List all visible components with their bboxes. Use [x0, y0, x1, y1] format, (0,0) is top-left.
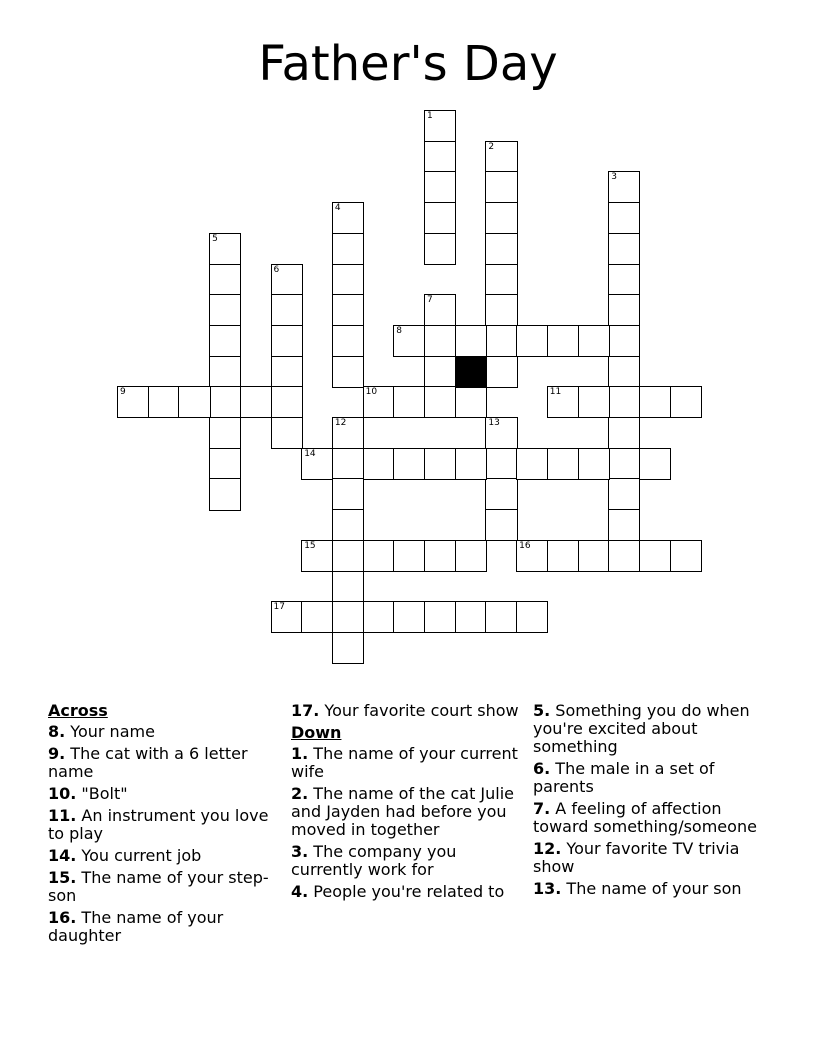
clue-text: The company you currently work for: [291, 842, 457, 879]
grid-cell[interactable]: [209, 448, 241, 480]
cell-number: 5: [212, 233, 218, 244]
clue-number: 1.: [291, 744, 309, 763]
grid-cell[interactable]: [209, 386, 241, 418]
grid-cell[interactable]: [332, 325, 364, 357]
grid-cell[interactable]: [301, 448, 333, 480]
grid-cell[interactable]: [547, 540, 579, 572]
grid-cell[interactable]: [485, 509, 517, 541]
grid-cell[interactable]: [485, 294, 517, 326]
clue-number: 14.: [48, 846, 77, 865]
grid-cell[interactable]: [209, 233, 241, 265]
grid-cell[interactable]: [332, 478, 364, 510]
grid-cell[interactable]: [485, 417, 517, 449]
down-clue-7: [533, 800, 763, 836]
grid-cell[interactable]: [301, 601, 333, 633]
grid-cell[interactable]: [332, 264, 364, 296]
clue-text: Your favorite court show: [319, 701, 519, 720]
grid-cell[interactable]: [485, 448, 517, 480]
grid-cell[interactable]: [578, 448, 610, 480]
grid-cell[interactable]: [485, 264, 517, 296]
grid-cell[interactable]: [271, 386, 303, 418]
grid-cell[interactable]: [363, 448, 395, 480]
grid-cell[interactable]: [547, 448, 579, 480]
grid-cell[interactable]: [209, 478, 241, 510]
grid-cell[interactable]: [117, 386, 149, 418]
cell-number: 1: [427, 111, 433, 121]
puzzle-title: Father's Day: [258, 36, 558, 92]
grid-cell[interactable]: [455, 601, 487, 633]
grid-cell[interactable]: [608, 202, 640, 234]
across-clue-17: [291, 702, 521, 720]
grid-cell[interactable]: [639, 386, 671, 418]
grid-cell[interactable]: [516, 601, 548, 633]
clue-text: The male in a set of parents: [533, 759, 715, 796]
grid-cell[interactable]: [393, 540, 425, 572]
clue-text: People you're related to: [308, 882, 505, 901]
across-clue-15: [48, 869, 278, 905]
grid-cell[interactable]: [271, 356, 303, 388]
cell-number: 6: [273, 264, 280, 275]
cell-number: 2: [488, 141, 495, 152]
grid-cell[interactable]: [639, 540, 671, 572]
clue-number: 7.: [533, 799, 551, 818]
cell-number: 10: [365, 387, 378, 398]
grid-cell[interactable]: [209, 264, 241, 296]
cell-number: 8: [396, 325, 403, 336]
grid-cell[interactable]: [455, 540, 487, 572]
clues-column-2: [291, 702, 521, 905]
grid-cell[interactable]: [363, 601, 395, 633]
grid-cell[interactable]: [608, 233, 640, 265]
grid-cell[interactable]: [547, 325, 579, 357]
clue-number: 9.: [48, 744, 66, 763]
cell-number: 17: [273, 602, 285, 613]
grid-cell[interactable]: [271, 294, 303, 326]
clue-number: 13.: [533, 879, 562, 898]
grid-cell[interactable]: [393, 601, 425, 633]
grid-cell[interactable]: [424, 540, 456, 572]
down-clue-13: [533, 880, 763, 898]
grid-cell[interactable]: [178, 386, 210, 418]
grid-cell[interactable]: [332, 202, 364, 234]
across-clue-9: [48, 745, 278, 781]
black-cell: [455, 356, 487, 388]
grid-cell[interactable]: [485, 233, 517, 265]
clue-text: "Bolt": [76, 784, 128, 803]
grid-cell[interactable]: [608, 386, 640, 418]
across-clue-16: [48, 909, 278, 945]
grid-cell[interactable]: [455, 386, 487, 418]
grid-cell[interactable]: [455, 325, 487, 357]
down-clue-6: [533, 760, 763, 796]
cell-number: 12: [334, 418, 347, 428]
clue-text: The name of the cat Julie and Jayden had before you moved in together: [291, 784, 515, 839]
clue-text: The cat with a 6 letter name: [48, 744, 248, 781]
grid-cell[interactable]: [332, 233, 364, 265]
clue-text: You current job: [76, 846, 202, 865]
grid-cell[interactable]: [608, 417, 640, 449]
grid-cell[interactable]: [424, 386, 456, 418]
clue-text: The name of your son: [561, 879, 742, 898]
grid-cell[interactable]: [608, 448, 640, 480]
grid-cell[interactable]: [455, 448, 487, 480]
grid-cell[interactable]: [301, 540, 333, 572]
grid-cell[interactable]: [608, 540, 640, 572]
down-clue-3: [291, 843, 521, 879]
grid-cell[interactable]: [424, 325, 456, 357]
grid-cell[interactable]: [608, 509, 640, 541]
clues-column-3: [533, 702, 763, 902]
grid-cell[interactable]: [332, 601, 364, 633]
grid-cell[interactable]: [608, 264, 640, 296]
down-heading: Down: [291, 723, 342, 742]
clue-number: 15.: [48, 868, 77, 887]
grid-cell[interactable]: [332, 509, 364, 541]
grid-cell[interactable]: [393, 325, 425, 357]
grid-cell[interactable]: [209, 325, 241, 357]
grid-cell[interactable]: [578, 540, 610, 572]
grid-cell[interactable]: [485, 141, 517, 173]
cell-number: 3: [611, 172, 617, 183]
clue-number: 16.: [48, 908, 77, 927]
down-clue-5: [533, 702, 763, 756]
grid-cell[interactable]: [271, 264, 303, 296]
across-clue-8: [48, 723, 278, 741]
grid-cell[interactable]: [332, 571, 364, 603]
grid-cell[interactable]: [363, 386, 395, 418]
clue-number: 6.: [533, 759, 551, 778]
clue-text: A feeling of affection toward something/someone: [533, 799, 757, 836]
grid-cell[interactable]: [209, 356, 241, 388]
grid-cell[interactable]: [485, 171, 517, 203]
clue-number: 4.: [291, 882, 309, 901]
grid-cell[interactable]: [209, 417, 241, 449]
grid-cell[interactable]: [148, 386, 180, 418]
across-clue-11: [48, 807, 278, 843]
across-clue-14: [48, 847, 278, 865]
grid-cell[interactable]: [424, 202, 456, 234]
grid-cell[interactable]: [485, 356, 517, 388]
grid-cell[interactable]: [424, 294, 456, 326]
clue-number: 10.: [48, 784, 77, 803]
clue-text: The name of your current wife: [291, 744, 518, 781]
grid-cell[interactable]: [424, 601, 456, 633]
cell-number: 9: [120, 387, 126, 398]
grid-cell[interactable]: [608, 356, 640, 388]
down-clue-4: [291, 883, 521, 901]
clue-text: Your favorite TV trivia show: [533, 839, 740, 876]
clue-text: An instrument you love to play: [48, 806, 269, 843]
cell-number: 13: [488, 418, 500, 428]
grid-cell[interactable]: [271, 325, 303, 357]
grid-cell[interactable]: [332, 448, 364, 480]
grid-cell[interactable]: [485, 478, 517, 510]
grid-cell[interactable]: [547, 386, 579, 418]
clue-text: The name of your step-son: [48, 868, 269, 905]
grid-cell[interactable]: [424, 171, 456, 203]
grid-cell[interactable]: [516, 325, 548, 357]
grid-cell[interactable]: [332, 417, 364, 449]
clue-text: Your name: [65, 722, 155, 741]
cell-number: 14: [304, 448, 316, 459]
grid-cell[interactable]: [209, 294, 241, 326]
grid-cell[interactable]: [485, 601, 517, 633]
clue-text: Something you do when you're excited about something: [533, 701, 750, 756]
clue-text: The name of your daughter: [48, 908, 224, 945]
grid-cell[interactable]: [424, 356, 456, 388]
grid-cell[interactable]: [516, 448, 548, 480]
grid-cell[interactable]: [393, 386, 425, 418]
grid-cell[interactable]: [240, 386, 272, 418]
grid-cell[interactable]: [424, 141, 456, 173]
clue-number: 3.: [291, 842, 309, 861]
cell-number: 11: [549, 387, 562, 398]
grid-cell[interactable]: [424, 233, 456, 265]
cell-number: 15: [304, 540, 316, 551]
across-heading: Across: [48, 701, 108, 720]
down-clue-1: [291, 745, 521, 781]
clue-number: 11.: [48, 806, 77, 825]
grid-cell[interactable]: [332, 540, 364, 572]
grid-cell[interactable]: [516, 540, 548, 572]
cell-number: 7: [427, 295, 433, 306]
clue-number: 17.: [291, 701, 320, 720]
clue-number: 8.: [48, 722, 66, 741]
grid-cell[interactable]: [393, 448, 425, 480]
grid-cell[interactable]: [271, 417, 303, 449]
grid-cell[interactable]: [332, 294, 364, 326]
clue-number: 5.: [533, 701, 551, 720]
grid-cell[interactable]: [485, 325, 517, 357]
grid-cell[interactable]: [424, 110, 456, 142]
grid-cell[interactable]: [608, 294, 640, 326]
grid-cell[interactable]: [485, 202, 517, 234]
grid-cell[interactable]: [332, 632, 364, 664]
grid-cell[interactable]: [608, 171, 640, 203]
clue-number: 2.: [291, 784, 309, 803]
grid-cell[interactable]: [332, 356, 364, 388]
cell-number: 4: [334, 203, 341, 214]
grid-cell[interactable]: [608, 325, 640, 357]
grid-cell[interactable]: [363, 540, 395, 572]
down-clue-12: [533, 840, 763, 876]
grid-cell[interactable]: [271, 601, 303, 633]
grid-cell[interactable]: [670, 386, 702, 418]
grid-cell[interactable]: [639, 448, 671, 480]
grid-cell[interactable]: [578, 325, 610, 357]
grid-cell[interactable]: [670, 540, 702, 572]
clues-column-1: [48, 702, 278, 949]
clue-number: 12.: [533, 839, 562, 858]
across-clue-10: [48, 785, 278, 803]
grid-cell[interactable]: [424, 448, 456, 480]
grid-cell[interactable]: [608, 478, 640, 510]
down-clue-2: [291, 785, 521, 839]
grid-cell[interactable]: [578, 386, 610, 418]
cell-number: 16: [519, 540, 531, 551]
